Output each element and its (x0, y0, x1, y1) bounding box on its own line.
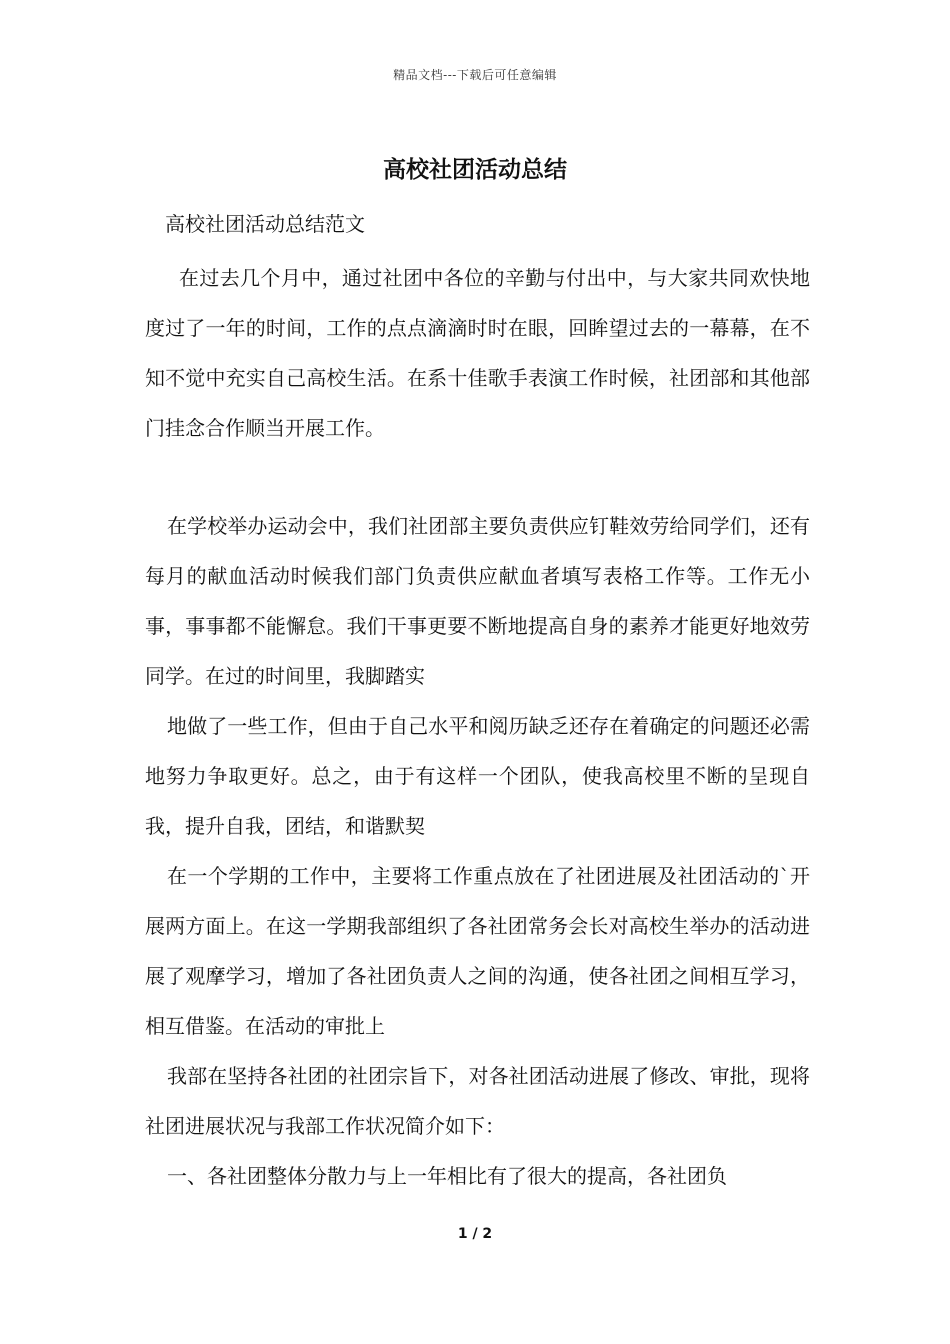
paragraph-3: 地做了一些工作，但由于自己水平和阅历缺乏还存在着确定的问题还必需地努力争取更好。总之，由于有这样一个团队，使我高校里不断的呈现自我，提升自我，团结，和谐默契 (145, 714, 810, 838)
document-body (145, 253, 810, 1201)
paragraph-6: 一、各社团整体分散力与上一年相比有了很大的提高，各社团负 (167, 1164, 727, 1188)
page-header: 精品文档---下载后可任意编辑 (393, 68, 557, 82)
document-subtitle: 高校社团活动总结范文 (165, 212, 365, 236)
paragraph-5: 我部在坚持各社团的社团宗旨下，对各社团活动进展了修改、审批，现将社团进展状况与我部工作状况简介如下： (145, 1064, 810, 1138)
document-title: 高校社团活动总结 (383, 156, 567, 183)
paragraph-1: 在过去几个月中，通过社团中各位的辛勤与付出中，与大家共同欢快地度过了一年的时间，工作的点点滴滴时时在眼，回眸望过去的一幕幕，在不知不觉中充实自己高校生活。在系十佳歌手表演工作时候，社团部和其他部门挂念合作顺当开展工作。 (145, 266, 810, 440)
paragraph-spacer (145, 453, 810, 501)
paragraph-4: 在一个学期的工作中，主要将工作重点放在了社团进展及社团活动的`开展两方面上。在这一学期我部组织了各社团常务会长对高校生举办的活动进展了观摩学习，增加了各社团负责人之间的沟通，使各社团之间相互学习，相互借鉴。在活动的审批上 (145, 864, 810, 1038)
page-number: 1 / 2 (457, 1226, 493, 1242)
paragraph-2: 在学校举办运动会中，我们社团部主要负责供应钉鞋效劳给同学们，还有每月的献血活动时候我们部门负责供应献血者填写表格工作等。工作无小事，事事都不能懈怠。我们干事更要不断地提高自身的素养才能更好地效劳同学。在过的时间里，我脚踏实 (145, 514, 810, 688)
